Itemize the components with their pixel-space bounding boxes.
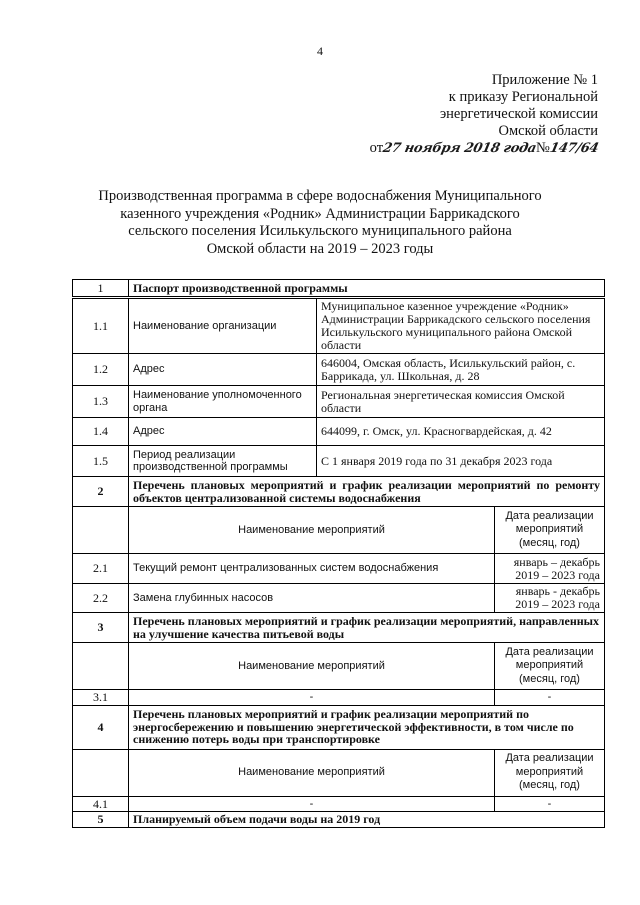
- section-number: 5: [73, 812, 129, 828]
- title-line: сельского поселения Исилькульского муниципального района: [128, 223, 512, 239]
- row-name: Текущий ремонт централизованных систем водоснабжения: [129, 554, 495, 584]
- from-prefix: от: [369, 140, 384, 156]
- title-line: казенного учреждения «Родник» Администрации Баррикадского: [120, 205, 520, 222]
- row-label: Адрес: [129, 354, 317, 386]
- row-number: 1.3: [73, 386, 129, 418]
- row-number: 3.1: [73, 690, 129, 706]
- column-header-date: Дата реализации мероприятий (месяц, год): [495, 643, 605, 690]
- appendix-line: Приложение № 1: [491, 72, 598, 88]
- section-title: Паспорт производственной программы: [129, 280, 605, 298]
- column-header-name: Наименование мероприятий: [129, 749, 495, 796]
- row-label: Адрес: [129, 418, 317, 446]
- document-title: [60, 188, 580, 258]
- empty-cell: [73, 749, 129, 796]
- row-name: Замена глубинных насосов: [129, 584, 495, 613]
- section-number: 3: [73, 613, 129, 643]
- appendix-line: энергетической комиссии: [439, 106, 598, 122]
- row-date: -: [495, 690, 605, 706]
- table-row: [73, 554, 605, 584]
- column-header-date: Дата реализации мероприятий (месяц, год): [495, 507, 605, 554]
- table-header-row: [73, 643, 605, 690]
- appendix-line: к приказу Региональной: [448, 89, 598, 105]
- empty-cell: [73, 643, 129, 690]
- row-label: Наименование уполномоченного органа: [129, 386, 317, 418]
- section-row: [73, 705, 605, 749]
- section-row: [73, 613, 605, 643]
- table-row: [73, 690, 605, 706]
- section-number: 1: [73, 280, 129, 298]
- table-header-row: [73, 507, 605, 554]
- row-number: 1.1: [73, 298, 129, 354]
- section-title: Планируемый объем подачи воды на 2019 год: [129, 812, 605, 828]
- section-number: 4: [73, 705, 129, 749]
- column-header-date: Дата реализации мероприятий (месяц, год): [495, 749, 605, 796]
- row-value: Муниципальное казенное учреждение «Родник» Администрации Баррикадского сельского поселения Исилькульского муниципального района Омской области: [317, 298, 605, 354]
- table-row: [73, 796, 605, 812]
- row-number: 1.5: [73, 446, 129, 477]
- row-number: 1.4: [73, 418, 129, 446]
- row-date: январь – декабрь 2019 – 2023 года: [495, 554, 605, 584]
- section-title: Перечень плановых мероприятий и график реализации мероприятий по энергосбережению и повышению энергетической эффективности, в том числе по снижению потерь воды при транспортировке: [129, 705, 605, 749]
- section-title: Перечень плановых мероприятий и график реализации мероприятий, направленных на улучшение качества питьевой воды: [129, 613, 605, 643]
- row-value: 646004, Омская область, Исилькульский район, с. Баррикада, ул. Школьная, д. 28: [317, 354, 605, 386]
- handwritten-date: 27 ноября 2018 года: [381, 141, 538, 156]
- row-number: 2.2: [73, 584, 129, 613]
- table-row: [73, 354, 605, 386]
- table-header-row: [73, 749, 605, 796]
- row-number: 2.1: [73, 554, 129, 584]
- row-name: -: [129, 690, 495, 706]
- table-row: [73, 418, 605, 446]
- row-name: -: [129, 796, 495, 812]
- row-label: Наименование организации: [129, 298, 317, 354]
- program-table: [72, 279, 605, 828]
- section-row: [73, 477, 605, 507]
- row-value: С 1 января 2019 года по 31 декабря 2023 года: [317, 446, 605, 477]
- section-row: [73, 280, 605, 298]
- empty-cell: [73, 507, 129, 554]
- row-number: 1.2: [73, 354, 129, 386]
- row-value: 644099, г. Омск, ул. Красногвардейская, д. 42: [317, 418, 605, 446]
- table-row: [73, 298, 605, 354]
- table-row: [73, 386, 605, 418]
- table-row: [73, 584, 605, 613]
- title-line: Омской области на 2019 – 2023 годы: [206, 240, 434, 257]
- section-number: 2: [73, 477, 129, 507]
- table-row: [73, 446, 605, 477]
- number-label: №: [535, 140, 550, 156]
- column-header-name: Наименование мероприятий: [129, 507, 495, 554]
- handwritten-number: 147/64: [548, 141, 600, 156]
- page-number: 4: [317, 44, 323, 58]
- order-date-number-line: [370, 140, 598, 157]
- section-row: [73, 812, 605, 828]
- appendix-line: Омской области: [498, 123, 598, 139]
- row-value: Региональная энергетическая комиссия Омской области: [317, 386, 605, 418]
- row-number: 4.1: [73, 796, 129, 812]
- column-header-name: Наименование мероприятий: [129, 643, 495, 690]
- appendix-header: [370, 72, 598, 157]
- row-label: Период реализации производственной программы: [129, 446, 317, 477]
- section-title: Перечень плановых мероприятий и график реализации мероприятий по ремонту объектов централизованной системы водоснабжения: [129, 477, 605, 507]
- title-line: Производственная программа в сфере водоснабжения Муниципального: [98, 188, 542, 204]
- row-date: январь - декабрь 2019 – 2023 года: [495, 584, 605, 613]
- row-date: -: [495, 796, 605, 812]
